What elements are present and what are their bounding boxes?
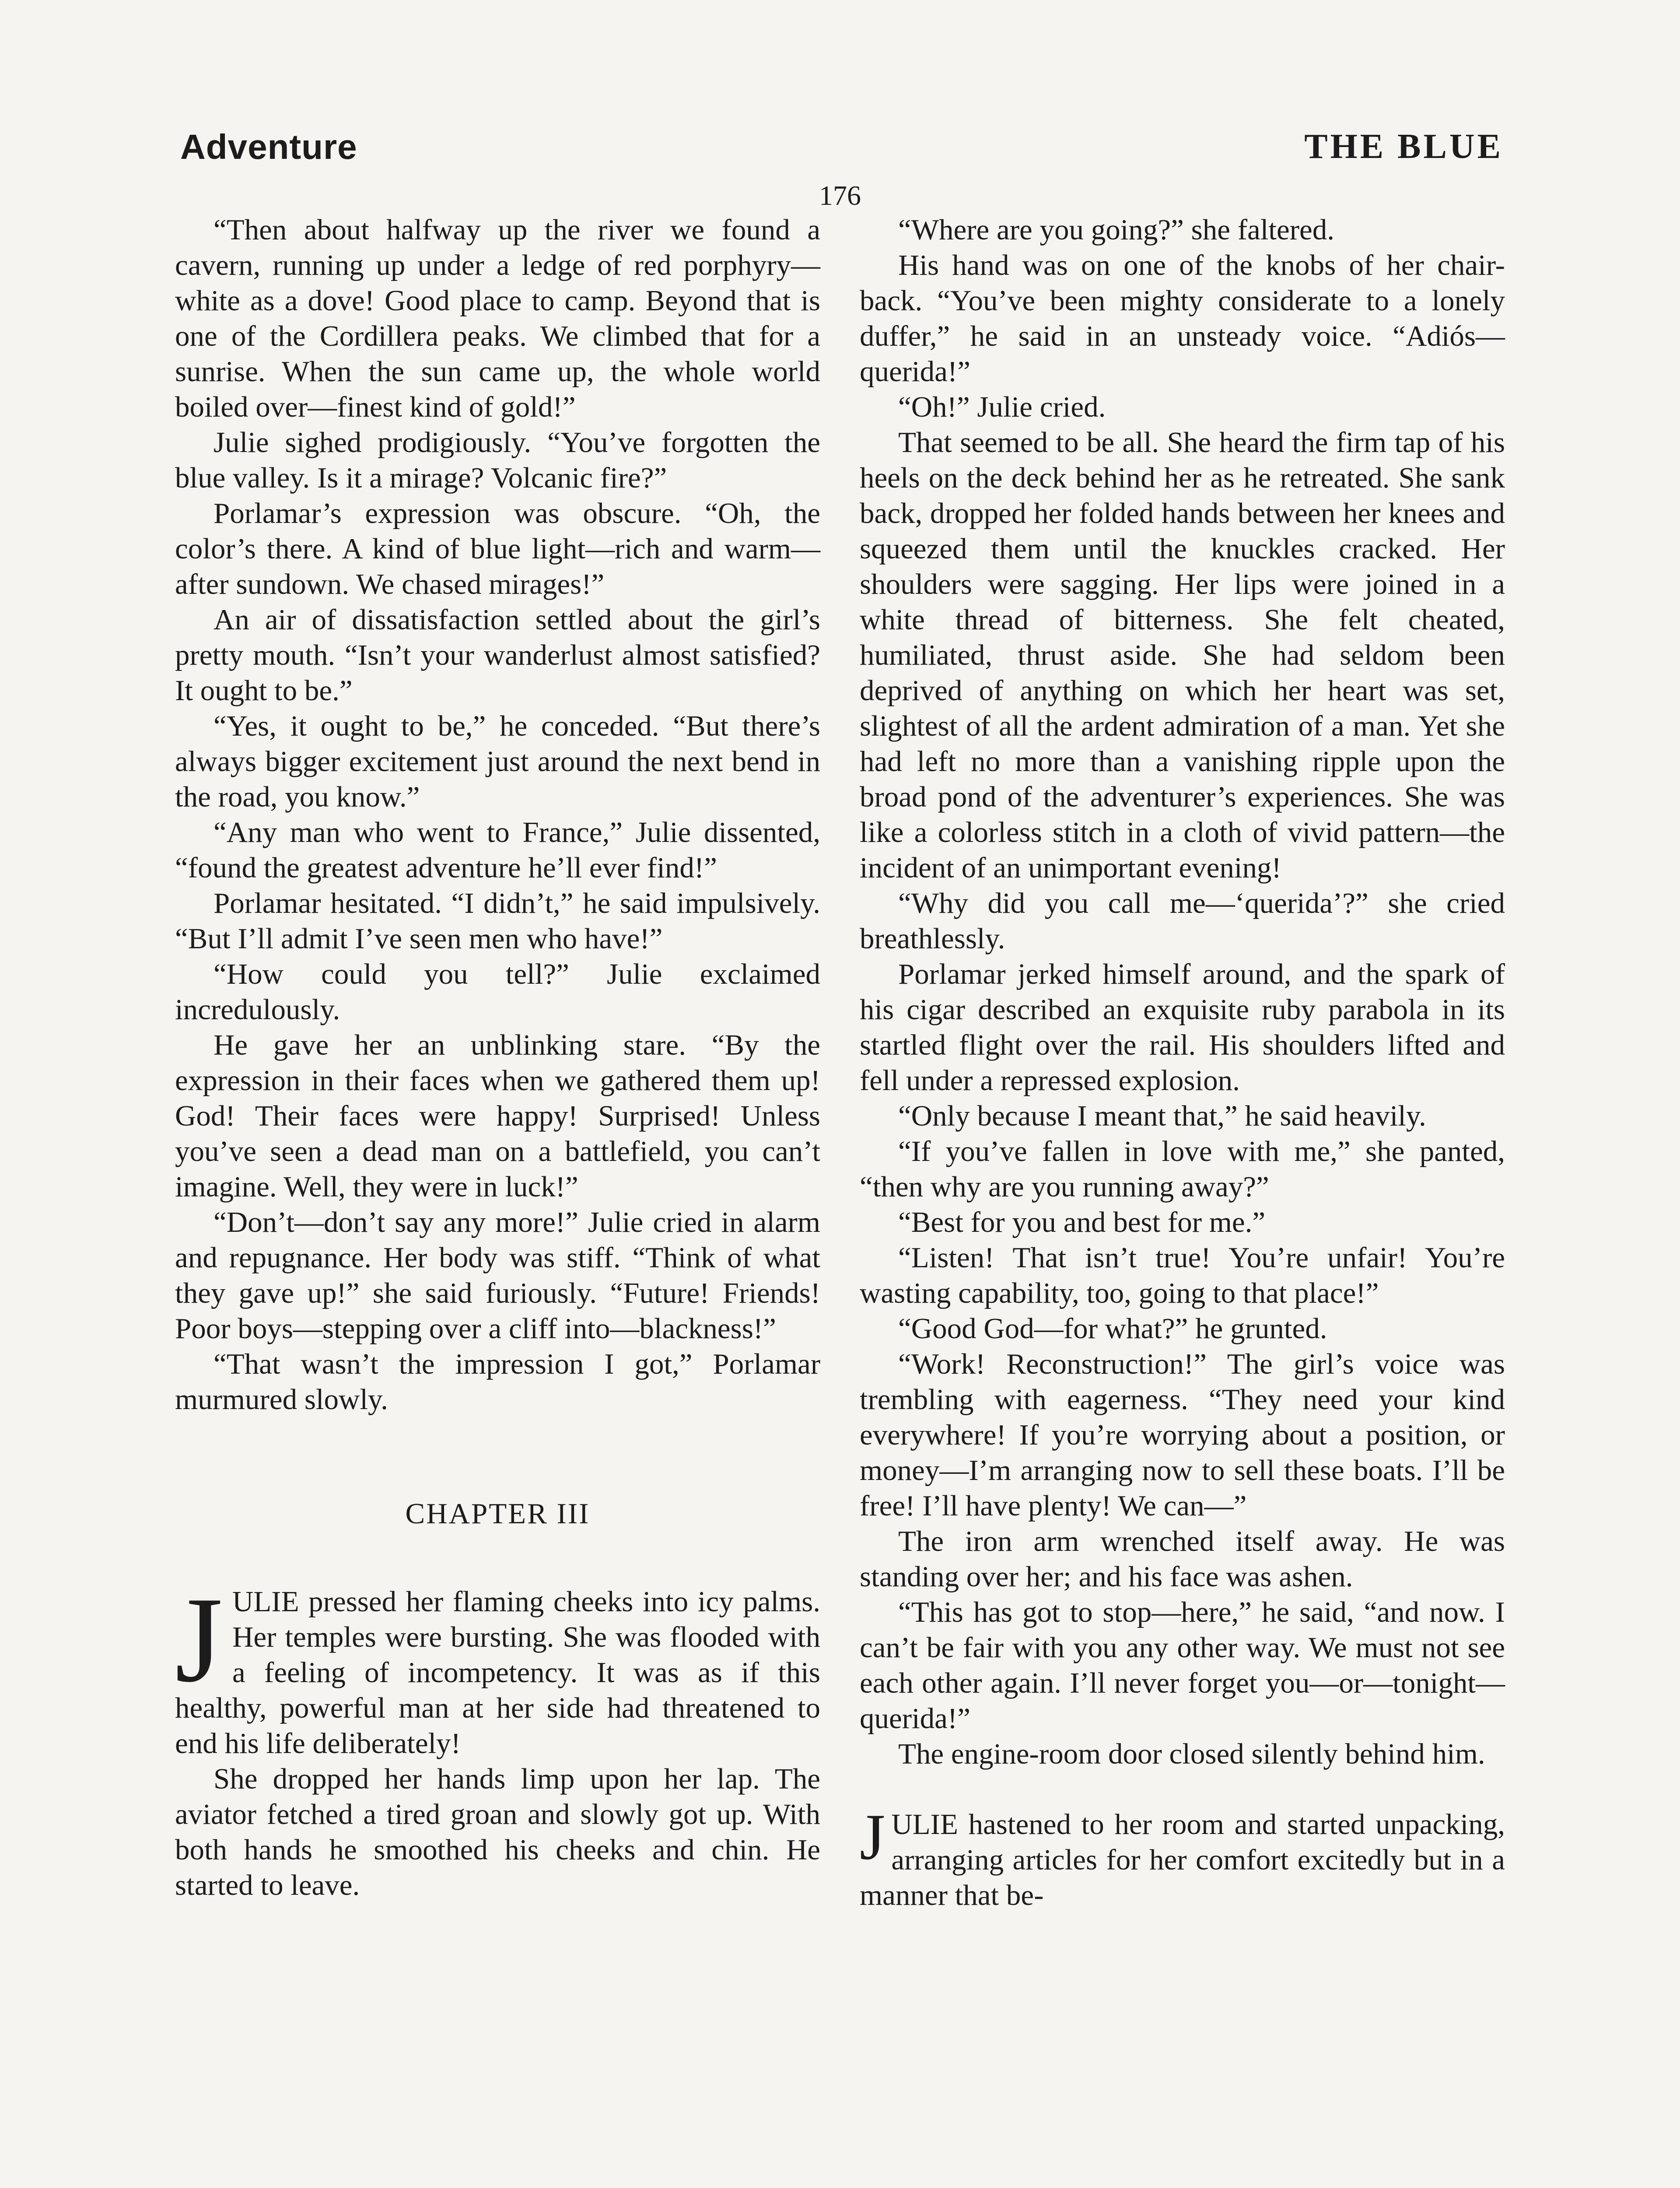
paragraph: “Any man who went to France,” Julie dissented, “found the greatest adventure he’ll ever find!” (175, 816, 820, 884)
paragraph: “Don’t—don’t say any more!” Julie cried in alarm and repugnance. Her body was stiff. “Think of what they gave up!” she said furiously. “Future! Friends! Poor boys—stepping over a cliff into—blackness!” (175, 1206, 820, 1345)
paragraph: His hand was on one of the knobs of her chair-back. “You’ve been mighty considerate to a lonely duffer,” he said in an unsteady voice. “Adiós—querida!” (860, 249, 1505, 388)
paragraph: Porlamar hesitated. “I didn’t,” he said impulsively. “But I’ll admit I’ve seen men who have!” (175, 887, 820, 955)
paragraph: Julie sighed prodigiously. “You’ve forgotten the blue valley. Is it a mirage? Volcanic fire?” (175, 426, 820, 494)
paragraph: Porlamar’s expression was obscure. “Oh, the color’s there. A kind of blue light—rich and warm—after sundown. We chased mirages!” (175, 497, 820, 600)
left-column (175, 212, 820, 1903)
paragraph: “Listen! That isn’t true! You’re unfair! You’re wasting capability, too, going to that place!” (860, 1241, 1505, 1309)
paragraph: The iron arm wrenched itself away. He was standing over her; and his face was ashen. (860, 1525, 1505, 1593)
paragraph: “Yes, it ought to be,” he conceded. “But there’s always bigger excitement just around the next bend in the road, you know.” (175, 710, 820, 813)
paragraph: “Only because I meant that,” he said heavily. (898, 1100, 1426, 1132)
drop-cap: J (860, 1801, 886, 1873)
section-break (860, 1772, 1505, 1807)
chapter-opening-paragraph (175, 1571, 820, 1761)
drop-cap: J (175, 1571, 223, 1708)
paragraph: “Where are you going?” she faltered. (898, 214, 1335, 246)
section-opening-paragraph (860, 1801, 1505, 1913)
paragraph: “Good God—for what?” he grunted. (898, 1312, 1327, 1345)
paragraph: She dropped her hands limp upon her lap. The aviator fetched a tired groan and slowly got up. With both hands he smoothed his cheeks and chin. He started to leave. (175, 1763, 820, 1901)
paragraph: “How could you tell?” Julie exclaimed incredulously. (175, 958, 820, 1026)
paragraph: “If you’ve fallen in love with me,” she panted, “then why are you running away?” (860, 1135, 1505, 1203)
paragraph: “That wasn’t the impression I got,” Porlamar murmured slowly. (175, 1348, 820, 1416)
paragraph: An air of dissatisfaction settled about the girl’s pretty mouth. “Isn’t your wanderlust almost satisfied? It ought to be.” (175, 603, 820, 707)
paragraph: That seemed to be all. She heard the firm tap of his heels on the deck behind her as he retreated. She sank back, dropped her folded hands between her knees and squeezed them until the knuckles cracked. Her shoulders were sagging. Her lips were joined in a white thread of bitterness. She felt cheated, humiliated, thrust aside. She had seldom been deprived of anything on which her heart was set, slightest of all the ardent admiration of a man. Yet she had left no more than a vanishing ripple upon the broad pond of the adventurer’s experiences. She was like a colorless stitch in a cloth of vivid pattern—the incident of an unimportant evening! (860, 426, 1505, 884)
section-opening-text: ULIE hastened to her room and started unpacking, arranging articles for her comfort excitedly but in a manner that be- (860, 1808, 1505, 1911)
paragraph: “Why did you call me—‘querida’?” she cried breathlessly. (860, 887, 1505, 955)
paragraph: “Work! Reconstruction!” The girl’s voice was trembling with eagerness. “They need your kind everywhere! If you’re worrying about a position, or money—I’m arranging now to sell these boats. I’ll be free! I’ll have plenty! We can—” (860, 1348, 1505, 1522)
paragraph: “This has got to stop—here,” he said, “and now. I can’t be fair with you any other way. We must not see each other again. I’ll never forget you—or—tonight—querida!” (860, 1596, 1505, 1735)
right-column (860, 212, 1505, 1913)
chapter-heading: CHAPTER III (405, 1497, 590, 1530)
running-head-magazine: Adventure (180, 127, 357, 166)
paragraph: “Best for you and best for me.” (898, 1206, 1266, 1238)
paragraph: The engine-room door closed silently behind him. (898, 1738, 1485, 1770)
paragraph: “Oh!” Julie cried. (898, 391, 1106, 423)
chapter-opening-text: ULIE pressed her flaming cheeks into icy palms. Her temples were bursting. She was flooded with a feeling of incompetency. It was as if this healthy, powerful man at her side had threatened to end his life deliberately! (175, 1585, 820, 1760)
paragraph: He gave her an unblinking stare. “By the expression in their faces when we gathered them up! God! Their faces were happy! Surprised! Unless you’ve seen a dead man on a battlefield, you can’t imagine. Well, they were in luck!” (175, 1029, 820, 1203)
page-number: 176 (819, 180, 861, 211)
paragraph: “Then about halfway up the river we found a cavern, running up under a ledge of red porphyry—white as a dove! Good place to camp. Beyond that is one of the Cordillera peaks. We climbed that for a sunrise. When the sun came up, the whole world boiled over—finest kind of gold!” (175, 214, 820, 423)
paragraph: Porlamar jerked himself around, and the spark of his cigar described an exquisite ruby parabola in its startled flight over the rail. His shoulders lifted and fell under a repressed explosion. (860, 958, 1505, 1097)
running-head-story-title: THE BLUE (1304, 127, 1503, 166)
